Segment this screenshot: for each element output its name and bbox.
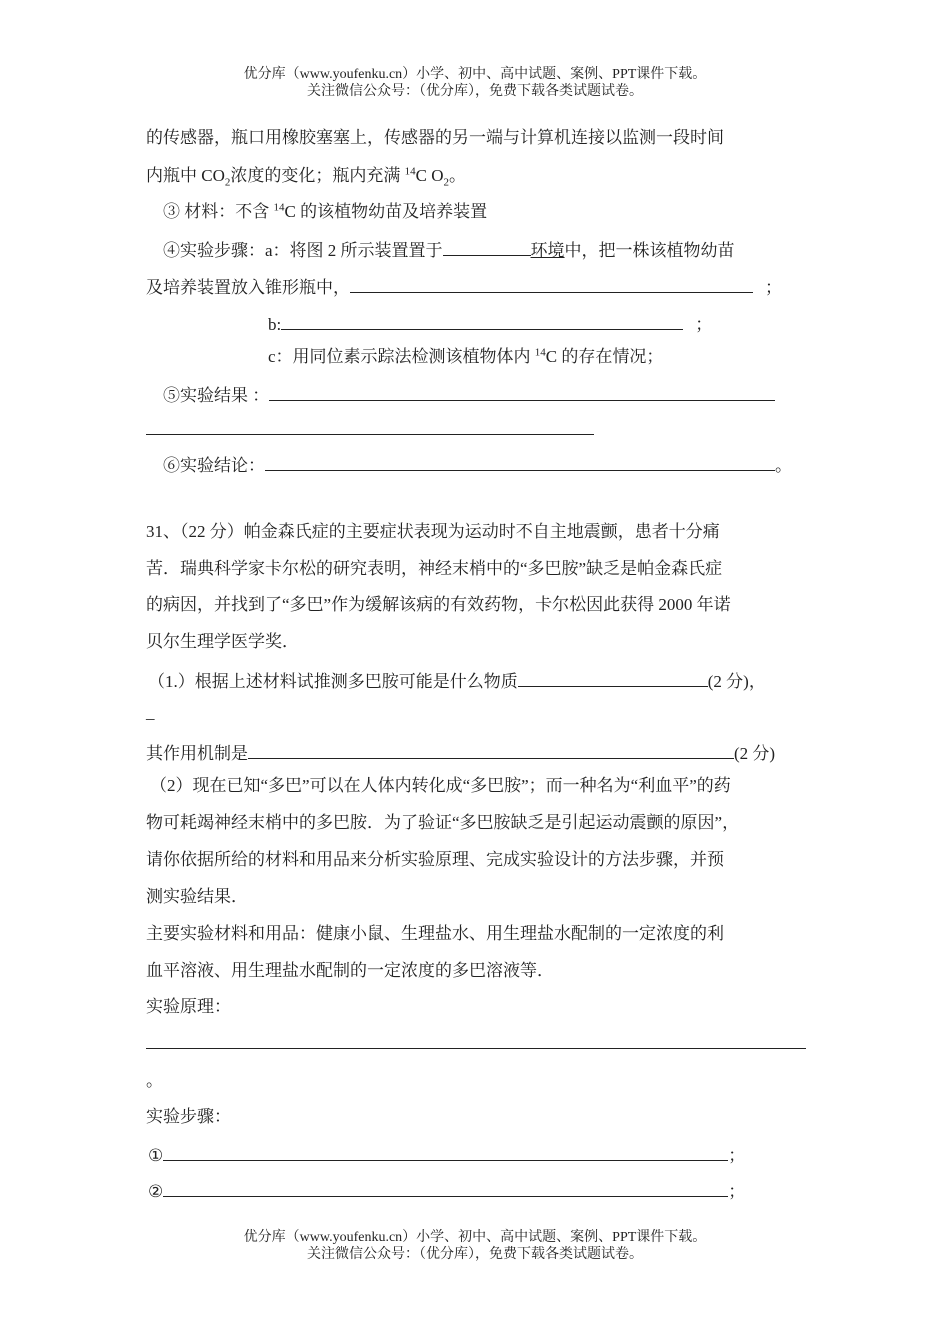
header-line-1: 优分库（www.youfenku.cn）小学、初中、高中试题、案例、PPT课件下载。 [243,67,707,82]
q30-result: ⑤实验结果 ： [163,382,775,407]
q31-principle-end: 。 [146,1071,163,1090]
blank-field[interactable] [518,668,708,687]
q30-step-a-cont: 及培养装置放入锥形瓶中， ； [146,274,782,299]
page-header [0,66,950,100]
blank-field[interactable] [248,740,734,759]
q31-part-1: （1.）根据上述材料试推测多巴胺可能是什么物质 (2 分)， [148,668,766,693]
q31-part-2-line-3: 请你依据所给的材料和用品来分析实验原理、完成实验设计的方法步骤，并预 [146,850,724,869]
q31-step-2: ② ； [148,1178,745,1203]
q31-materials-line-2: 血平溶液、用生理盐水配制的一定浓度的多巴溶液等． [146,961,554,980]
q31-line-1: 31、（22 分）帕金森氏症的主要症状表现为运动时不自主地震颤，患者十分痛 [146,522,720,541]
q30-materials: ③ 材料：不含 $^{14}$C 的该植物幼苗及培养装置 [163,201,488,221]
blank-field[interactable] [281,311,683,330]
q30-step-b: b: ； [268,311,712,336]
q31-part-2-line-4: 测实验结果． [146,887,248,906]
blank-field[interactable] [265,452,775,471]
q30-step-c: c：用同位素示踪法检测该植物体内 $^{14}$C 的存在情况； [268,346,664,366]
q31-line-2: 苦．瑞典科学家卡尔松的研究表明，神经末梢中的“多巴胺”缺乏是帕金森氏症 [146,559,723,578]
header-line-2: 关注微信公众号：（优分库），免费下载各类试题试卷。 [307,84,643,99]
blank-field[interactable] [350,274,753,293]
q31-step-1: ① ； [148,1142,745,1167]
q30-line-2: 内瓶中 $CO_2$浓度的变化；瓶内充满 $^{14}$C $O_2$。 [146,165,466,189]
q31-materials-line-1: 主要实验材料和用品：健康小鼠、生理盐水、用生理盐水配制的一定浓度的利 [146,924,724,943]
q31-mechanism: 其作用机制是 (2 分) [146,740,775,765]
q30-step-a: ④实验步骤：a：将图 2 所示装置置于 环境中，把一株该植物幼苗 [163,237,735,262]
blank-field[interactable] [443,237,531,256]
blank-field[interactable] [163,1178,728,1197]
q31-part-2-line-2: 物可耗竭神经末梢中的多巴胺．为了验证“多巴胺缺乏是引起运动震颤的原因”， [146,813,740,832]
q31-principle-answer-line[interactable] [146,1048,806,1049]
q31-underscore-mark: _ [146,703,155,722]
q31-principle-label: 实验原理： [146,997,231,1016]
q31-steps-label: 实验步骤： [146,1107,231,1126]
footer-line-2: 关注微信公众号：（优分库），免费下载各类试题试卷。 [307,1247,643,1262]
q30-result-line-2[interactable] [146,434,594,435]
blank-field[interactable] [269,382,775,401]
q31-line-4: 贝尔生理学医学奖． [146,632,299,651]
q31-line-3: 的病因，并找到了“多巴”作为缓解该病的有效药物，卡尔松因此获得 2000 年诺 [146,595,731,614]
blank-field[interactable] [163,1142,728,1161]
q31-part-2-line-1: （2）现在已知“多巴”可以在人体内转化成“多巴胺”；而一种名为“利血平”的药 [150,776,731,795]
q30-line-1: 的传感器，瓶口用橡胶塞塞上，传感器的另一端与计算机连接以监测一段时间 [146,128,724,147]
q30-conclusion: ⑥实验结论： 。 [163,452,792,477]
footer-line-1: 优分库（www.youfenku.cn）小学、初中、高中试题、案例、PPT课件下载。 [243,1230,707,1245]
page-footer [0,1229,950,1263]
